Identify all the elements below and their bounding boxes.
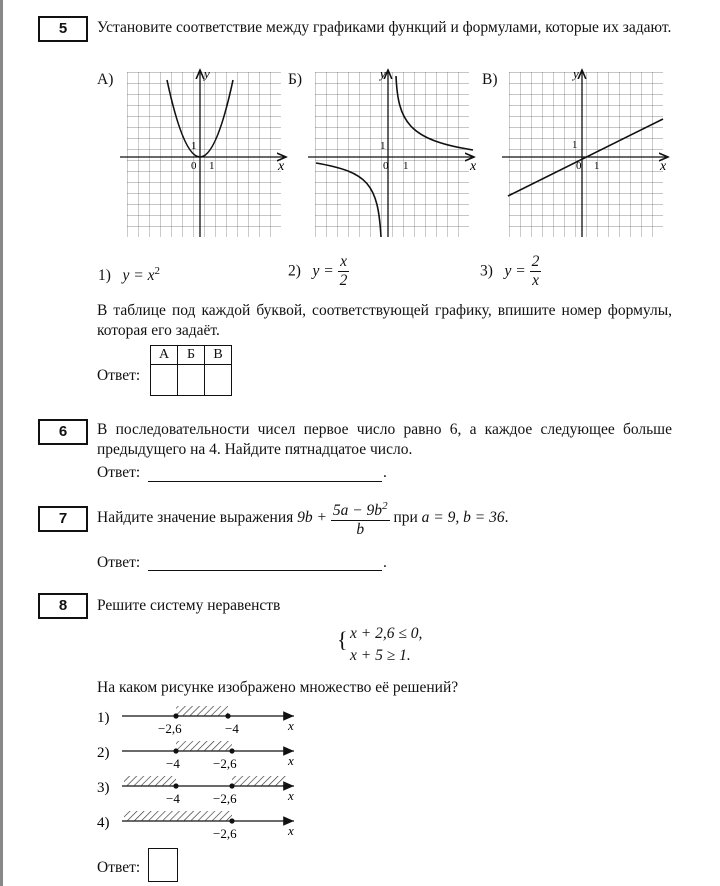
task-6-answer-line[interactable] (148, 481, 382, 482)
graph-a-tick-x: 1 (209, 160, 215, 172)
formula-1: 1) $y = x^2$ (98, 265, 161, 285)
page-left-border (0, 0, 3, 886)
task-7-number: 7 (38, 506, 88, 532)
task-8-question: На каком рисунке изображено множество её решений? (97, 679, 459, 696)
task-8-answer-box[interactable] (148, 848, 178, 882)
option-4[interactable] (97, 811, 294, 841)
graph-b-x-label: x (470, 159, 477, 174)
option-4-number: 4) (97, 815, 110, 831)
option-3-label-2: −2,6 (213, 791, 237, 806)
graph-c-label: В) (482, 71, 498, 88)
graph-c-tick-y: 1 (572, 139, 578, 151)
number-line-options (92, 700, 312, 845)
option-4-axis: x (288, 823, 294, 838)
graph-c-tick-x: 1 (594, 160, 600, 172)
option-2-axis: x (288, 753, 294, 768)
option-1-number: 1) (97, 710, 110, 726)
option-3-label-1: −4 (166, 791, 180, 806)
graph-a-y-label: y (204, 66, 210, 81)
task-6-answer-label: Ответ: (97, 464, 141, 481)
graph-b-tick-y: 1 (380, 140, 386, 152)
option-2-number: 2) (97, 745, 110, 761)
formula-3: 3) y = $\frac{2}{x}$ (480, 253, 540, 289)
task-7-answer-line[interactable] (148, 570, 382, 571)
task-8-number: 8 (38, 593, 88, 619)
system-brace: { (337, 627, 348, 652)
answer-cell-a[interactable] (151, 365, 178, 396)
option-3-number: 3) (97, 780, 110, 796)
task-5-number: 5 (38, 16, 88, 42)
graph-a (120, 66, 290, 238)
task-7-period: . (383, 554, 387, 571)
graph-a-label: А) (97, 71, 114, 88)
answer-cell-b[interactable] (178, 365, 205, 396)
option-2[interactable] (97, 741, 294, 771)
inequality-1: x + 2,6 ≤ 0, (350, 625, 423, 642)
task-7-text: Найдите значение выражения 9b + $\frac{5a - 9b^2}{b}$ при a = 9, b = 36. (97, 497, 508, 539)
formula-2: 2) y = $\frac{x}{2}$ (288, 253, 348, 289)
task-5-answer-label: Ответ: (97, 367, 141, 384)
task-6-period: . (383, 464, 387, 481)
graph-c-origin: 0 (576, 160, 582, 172)
task-5-answer-table (150, 345, 232, 396)
option-2-label-2: −2,6 (213, 756, 237, 771)
graph-c (502, 66, 672, 238)
task-5-text: Установите соответствие между графиками функций и формулами, которые их задают. (97, 19, 672, 36)
option-4-label-1: −2,6 (213, 826, 237, 841)
answer-col-b: Б (178, 346, 205, 365)
graph-b-origin: 0 (383, 160, 389, 172)
answer-cell-c[interactable] (205, 365, 232, 396)
inequality-2: x + 5 ≥ 1. (350, 647, 411, 664)
graph-c-y-label: y (573, 66, 579, 81)
option-1[interactable] (97, 706, 294, 736)
graph-a-tick-y: 1 (191, 140, 197, 152)
option-2-label-1: −4 (166, 756, 180, 771)
graph-b-label: Б) (288, 71, 303, 88)
task-6-text: В последовательности чисел первое число равно 6, а каждое следующее больше предыдущего на 4. Найдите пятнадцатое число. (97, 421, 672, 458)
task-6-number: 6 (38, 419, 88, 445)
task-8-answer-label: Ответ: (97, 859, 141, 876)
option-1-label-1: −2,6 (158, 721, 182, 736)
option-3-axis: x (288, 788, 294, 803)
task-5-instruction: В таблице под каждой буквой, соответствующей графику, впишите номер формулы, которая его задаёт. (97, 302, 672, 339)
answer-col-c: В (205, 346, 232, 365)
graph-c-x-label: x (660, 159, 667, 174)
task-8-text: Решите систему неравенств (97, 597, 281, 614)
answer-col-a: А (151, 346, 178, 365)
graph-a-x-label: x (278, 159, 285, 174)
graph-a-origin: 0 (191, 160, 197, 172)
option-1-label-2: −4 (225, 721, 239, 736)
graph-b-y-label: y (380, 66, 386, 81)
option-3[interactable] (97, 776, 294, 806)
graph-b-tick-x: 1 (403, 160, 409, 172)
graph-b (308, 66, 478, 238)
task-7-answer-label: Ответ: (97, 554, 141, 571)
option-1-axis: x (288, 718, 294, 733)
